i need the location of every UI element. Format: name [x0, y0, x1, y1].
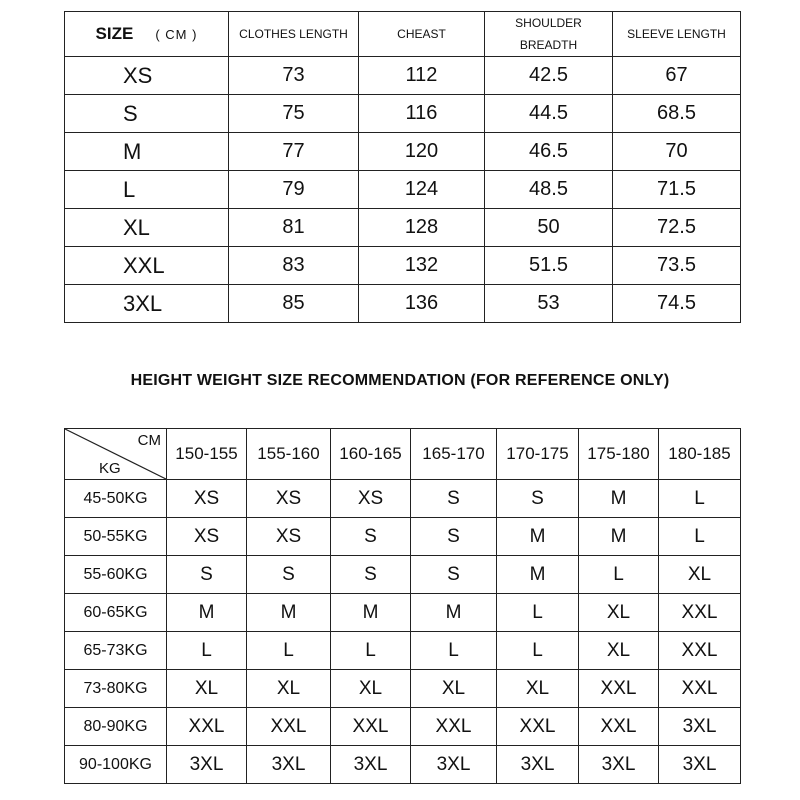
recommended-size-cell: XXL: [167, 708, 247, 746]
column-header-clothes-length: CLOTHES LENGTH: [229, 12, 359, 57]
weight-row: [65, 518, 741, 556]
size-row: [65, 285, 741, 323]
weight-range-label: 60-65KG: [65, 594, 167, 632]
weight-range-label: 73-80KG: [65, 670, 167, 708]
recommended-size-cell: S: [167, 556, 247, 594]
size-label: M: [65, 133, 229, 171]
weight-row: [65, 670, 741, 708]
recommended-size-cell: M: [579, 518, 659, 556]
recommended-size-cell: XL: [497, 670, 579, 708]
size-row: [65, 209, 741, 247]
recommended-size-cell: XL: [579, 632, 659, 670]
corner-kg-label: KG: [99, 460, 121, 477]
size-header-cell: [65, 12, 229, 57]
recommended-size-cell: M: [411, 594, 497, 632]
recommended-size-cell: 3XL: [579, 746, 659, 784]
recommended-size-cell: L: [167, 632, 247, 670]
recommended-size-cell: XXL: [247, 708, 331, 746]
weight-range-label: 45-50KG: [65, 480, 167, 518]
size-header: SIZE: [95, 24, 134, 43]
recommended-size-cell: XXL: [659, 594, 741, 632]
recommended-size-cell: L: [497, 594, 579, 632]
recommended-size-cell: S: [411, 518, 497, 556]
column-header-shoulder-breadth: SHOULDER BREADTH: [485, 12, 613, 57]
height-range-header: 155-160: [247, 429, 331, 480]
weight-row: [65, 556, 741, 594]
recommended-size-cell: 3XL: [167, 746, 247, 784]
measurement-cell: 71.5: [613, 171, 741, 209]
measurement-cell: 73.5: [613, 247, 741, 285]
recommended-size-cell: XL: [247, 670, 331, 708]
height-range-header: 165-170: [411, 429, 497, 480]
corner-cell: [65, 429, 167, 480]
measurement-cell: 67: [613, 57, 741, 95]
measurement-cell: 44.5: [485, 95, 613, 133]
measurement-cell: 85: [229, 285, 359, 323]
measurement-cell: 120: [359, 133, 485, 171]
measurement-cell: 70: [613, 133, 741, 171]
measurement-cell: 81: [229, 209, 359, 247]
size-row: [65, 133, 741, 171]
weight-range-label: 65-73KG: [65, 632, 167, 670]
recommended-size-cell: XXL: [579, 708, 659, 746]
weight-row: [65, 594, 741, 632]
recommended-size-cell: 3XL: [331, 746, 411, 784]
recommended-size-cell: 3XL: [659, 708, 741, 746]
recommended-size-cell: XL: [167, 670, 247, 708]
measurement-cell: 42.5: [485, 57, 613, 95]
recommended-size-cell: XXL: [659, 632, 741, 670]
size-row: [65, 171, 741, 209]
recommended-size-cell: L: [331, 632, 411, 670]
recommended-size-cell: XS: [247, 518, 331, 556]
measurement-cell: 136: [359, 285, 485, 323]
measurement-cell: 77: [229, 133, 359, 171]
measurement-cell: 112: [359, 57, 485, 95]
column-header-sleeve-length: SLEEVE LENGTH: [613, 12, 741, 57]
size-row: [65, 247, 741, 285]
weight-range-label: 55-60KG: [65, 556, 167, 594]
measurement-cell: 72.5: [613, 209, 741, 247]
measurement-cell: 79: [229, 171, 359, 209]
recommended-size-cell: S: [411, 480, 497, 518]
recommended-size-cell: S: [247, 556, 331, 594]
size-label: XL: [65, 209, 229, 247]
measurement-cell: 68.5: [613, 95, 741, 133]
weight-row: [65, 708, 741, 746]
size-label: 3XL: [65, 285, 229, 323]
recommended-size-cell: L: [497, 632, 579, 670]
recommended-size-cell: XL: [659, 556, 741, 594]
height-range-header: 175-180: [579, 429, 659, 480]
recommended-size-cell: M: [497, 556, 579, 594]
recommended-size-cell: XS: [247, 480, 331, 518]
size-row: [65, 57, 741, 95]
recommended-size-cell: XXL: [411, 708, 497, 746]
recommended-size-cell: XS: [167, 518, 247, 556]
recommended-size-cell: S: [331, 518, 411, 556]
recommended-size-cell: XXL: [579, 670, 659, 708]
weight-range-label: 50-55KG: [65, 518, 167, 556]
measurement-cell: 124: [359, 171, 485, 209]
recommended-size-cell: XS: [167, 480, 247, 518]
recommended-size-cell: XL: [411, 670, 497, 708]
column-header-chest: CHEAST: [359, 12, 485, 57]
size-label: XXL: [65, 247, 229, 285]
recommended-size-cell: XL: [331, 670, 411, 708]
recommended-size-cell: 3XL: [247, 746, 331, 784]
recommended-size-cell: M: [247, 594, 331, 632]
recommended-size-cell: XXL: [497, 708, 579, 746]
recommended-size-cell: S: [411, 556, 497, 594]
recommended-size-cell: M: [579, 480, 659, 518]
measurement-cell: 116: [359, 95, 485, 133]
size-label: XS: [65, 57, 229, 95]
recommended-size-cell: S: [497, 480, 579, 518]
height-range-header: 180-185: [659, 429, 741, 480]
measurement-cell: 74.5: [613, 285, 741, 323]
recommended-size-cell: XXL: [659, 670, 741, 708]
size-chart-header-row: [65, 12, 741, 57]
corner-cm-label: CM: [137, 432, 161, 449]
weight-range-label: 90-100KG: [65, 746, 167, 784]
recommended-size-cell: L: [579, 556, 659, 594]
recommended-size-cell: M: [497, 518, 579, 556]
recommendation-table: [64, 428, 741, 784]
size-row: [65, 95, 741, 133]
measurement-cell: 128: [359, 209, 485, 247]
size-chart-body: [65, 57, 741, 323]
measurement-cell: 51.5: [485, 247, 613, 285]
recommended-size-cell: M: [331, 594, 411, 632]
recommended-size-cell: L: [659, 480, 741, 518]
recommended-size-cell: 3XL: [497, 746, 579, 784]
measurement-cell: 83: [229, 247, 359, 285]
height-range-header: 160-165: [331, 429, 411, 480]
recommended-size-cell: L: [247, 632, 331, 670]
recommended-size-cell: XXL: [331, 708, 411, 746]
weight-range-label: 80-90KG: [65, 708, 167, 746]
size-chart-table: [64, 11, 741, 323]
size-label: L: [65, 171, 229, 209]
recommended-size-cell: 3XL: [659, 746, 741, 784]
recommended-size-cell: L: [411, 632, 497, 670]
weight-row: [65, 480, 741, 518]
measurement-cell: 75: [229, 95, 359, 133]
recommendation-body: [65, 480, 741, 784]
weight-row: [65, 632, 741, 670]
height-range-header: 170-175: [497, 429, 579, 480]
recommended-size-cell: S: [331, 556, 411, 594]
recommendation-header-row: [65, 429, 741, 480]
measurement-cell: 53: [485, 285, 613, 323]
measurement-cell: 50: [485, 209, 613, 247]
recommended-size-cell: M: [167, 594, 247, 632]
height-range-header: 150-155: [167, 429, 247, 480]
measurement-cell: 46.5: [485, 133, 613, 171]
recommendation-title: HEIGHT WEIGHT SIZE RECOMMENDATION (FOR REFERENCE ONLY): [130, 372, 670, 389]
measurement-cell: 132: [359, 247, 485, 285]
recommended-size-cell: 3XL: [411, 746, 497, 784]
unit-header: ( CM ): [155, 27, 198, 42]
weight-row: [65, 746, 741, 784]
size-label: S: [65, 95, 229, 133]
recommended-size-cell: XL: [579, 594, 659, 632]
measurement-cell: 73: [229, 57, 359, 95]
measurement-cell: 48.5: [485, 171, 613, 209]
recommended-size-cell: L: [659, 518, 741, 556]
recommended-size-cell: XS: [331, 480, 411, 518]
